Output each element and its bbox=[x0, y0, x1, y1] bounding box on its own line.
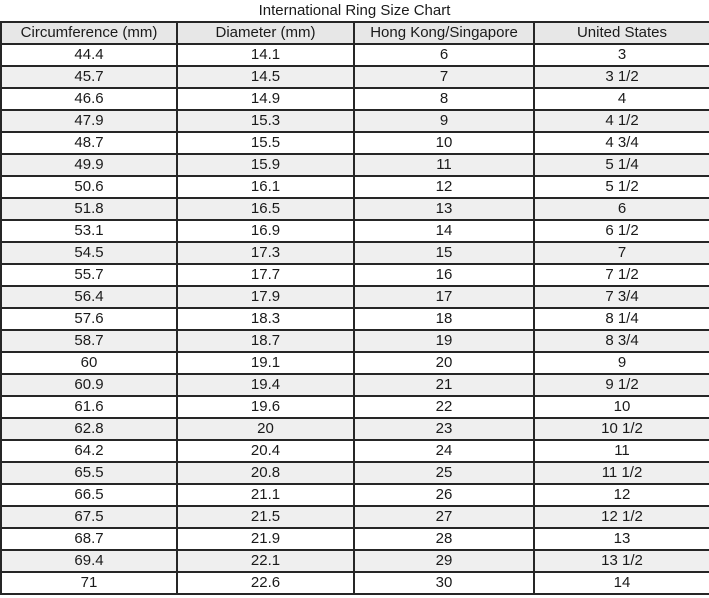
table-cell: 18.3 bbox=[177, 308, 354, 330]
table-cell: 15.3 bbox=[177, 110, 354, 132]
table-cell: 54.5 bbox=[1, 242, 177, 264]
table-cell: 13 bbox=[534, 528, 709, 550]
table-cell: 18.7 bbox=[177, 330, 354, 352]
table-cell: 61.6 bbox=[1, 396, 177, 418]
table-cell: 21 bbox=[354, 374, 534, 396]
table-cell: 7 1/2 bbox=[534, 264, 709, 286]
table-cell: 11 bbox=[534, 440, 709, 462]
table-cell: 50.6 bbox=[1, 176, 177, 198]
table-cell: 57.6 bbox=[1, 308, 177, 330]
table-cell: 16.5 bbox=[177, 198, 354, 220]
table-cell: 19 bbox=[354, 330, 534, 352]
table-row bbox=[1, 374, 709, 396]
table-row bbox=[1, 154, 709, 176]
table-cell: 62.8 bbox=[1, 418, 177, 440]
column-header-3: Hong Kong/Singapore bbox=[354, 22, 534, 44]
table-cell: 17.3 bbox=[177, 242, 354, 264]
table-cell: 4 3/4 bbox=[534, 132, 709, 154]
table-cell: 8 bbox=[354, 88, 534, 110]
column-header-4: United States bbox=[534, 22, 709, 44]
table-cell: 12 bbox=[534, 484, 709, 506]
table-cell: 17.7 bbox=[177, 264, 354, 286]
table-cell: 46.6 bbox=[1, 88, 177, 110]
table-cell: 29 bbox=[354, 550, 534, 572]
table-cell: 22 bbox=[354, 396, 534, 418]
table-cell: 22.1 bbox=[177, 550, 354, 572]
table-cell: 6 bbox=[354, 44, 534, 66]
column-header-1: Circumference (mm) bbox=[1, 22, 177, 44]
table-cell: 65.5 bbox=[1, 462, 177, 484]
table-cell: 68.7 bbox=[1, 528, 177, 550]
table-cell: 53.1 bbox=[1, 220, 177, 242]
table-header bbox=[1, 22, 709, 44]
table-cell: 7 3/4 bbox=[534, 286, 709, 308]
table-cell: 23 bbox=[354, 418, 534, 440]
table-row bbox=[1, 396, 709, 418]
table-cell: 6 1/2 bbox=[534, 220, 709, 242]
table-cell: 21.9 bbox=[177, 528, 354, 550]
table-cell: 48.7 bbox=[1, 132, 177, 154]
table-cell: 51.8 bbox=[1, 198, 177, 220]
table-cell: 4 bbox=[534, 88, 709, 110]
table-cell: 11 bbox=[354, 154, 534, 176]
table-cell: 9 bbox=[534, 352, 709, 374]
table-cell: 44.4 bbox=[1, 44, 177, 66]
table-cell: 69.4 bbox=[1, 550, 177, 572]
table-cell: 4 1/2 bbox=[534, 110, 709, 132]
table-cell: 58.7 bbox=[1, 330, 177, 352]
table-cell: 15 bbox=[354, 242, 534, 264]
table-cell: 17 bbox=[354, 286, 534, 308]
table-body bbox=[1, 44, 709, 594]
table-cell: 26 bbox=[354, 484, 534, 506]
table-cell: 12 1/2 bbox=[534, 506, 709, 528]
table-row bbox=[1, 418, 709, 440]
table-cell: 14.5 bbox=[177, 66, 354, 88]
table-row bbox=[1, 506, 709, 528]
table-cell: 22.6 bbox=[177, 572, 354, 594]
table-cell: 45.7 bbox=[1, 66, 177, 88]
table-row bbox=[1, 88, 709, 110]
table-cell: 56.4 bbox=[1, 286, 177, 308]
table-cell: 16.9 bbox=[177, 220, 354, 242]
table-cell: 5 1/4 bbox=[534, 154, 709, 176]
page-title: International Ring Size Chart bbox=[258, 2, 451, 19]
table-row bbox=[1, 528, 709, 550]
table-row bbox=[1, 44, 709, 66]
column-header-2: Diameter (mm) bbox=[177, 22, 354, 44]
table-cell: 12 bbox=[354, 176, 534, 198]
table-cell: 28 bbox=[354, 528, 534, 550]
table-cell: 14.1 bbox=[177, 44, 354, 66]
table-cell: 19.1 bbox=[177, 352, 354, 374]
table-cell: 55.7 bbox=[1, 264, 177, 286]
table-cell: 13 1/2 bbox=[534, 550, 709, 572]
table-cell: 7 bbox=[534, 242, 709, 264]
table-cell: 20.8 bbox=[177, 462, 354, 484]
table-row bbox=[1, 462, 709, 484]
table-cell: 9 bbox=[354, 110, 534, 132]
table-cell: 10 1/2 bbox=[534, 418, 709, 440]
table-row bbox=[1, 572, 709, 594]
table-cell: 20.4 bbox=[177, 440, 354, 462]
table-cell: 6 bbox=[534, 198, 709, 220]
table-cell: 71 bbox=[1, 572, 177, 594]
table-cell: 14.9 bbox=[177, 88, 354, 110]
table-cell: 16.1 bbox=[177, 176, 354, 198]
table-cell: 7 bbox=[354, 66, 534, 88]
table-row bbox=[1, 352, 709, 374]
table-cell: 60 bbox=[1, 352, 177, 374]
table-cell: 47.9 bbox=[1, 110, 177, 132]
table-cell: 19.4 bbox=[177, 374, 354, 396]
header-row bbox=[1, 22, 709, 44]
table-row bbox=[1, 330, 709, 352]
table-cell: 15.9 bbox=[177, 154, 354, 176]
table-cell: 30 bbox=[354, 572, 534, 594]
table-row bbox=[1, 66, 709, 88]
table-cell: 13 bbox=[354, 198, 534, 220]
table-cell: 64.2 bbox=[1, 440, 177, 462]
table-cell: 18 bbox=[354, 308, 534, 330]
table-cell: 8 3/4 bbox=[534, 330, 709, 352]
table-cell: 20 bbox=[354, 352, 534, 374]
table-cell: 24 bbox=[354, 440, 534, 462]
table-cell: 9 1/2 bbox=[534, 374, 709, 396]
table-cell: 19.6 bbox=[177, 396, 354, 418]
table-cell: 49.9 bbox=[1, 154, 177, 176]
table-row bbox=[1, 440, 709, 462]
table-cell: 21.1 bbox=[177, 484, 354, 506]
table-cell: 21.5 bbox=[177, 506, 354, 528]
table-row bbox=[1, 132, 709, 154]
table-cell: 27 bbox=[354, 506, 534, 528]
table-cell: 16 bbox=[354, 264, 534, 286]
table-cell: 67.5 bbox=[1, 506, 177, 528]
table-cell: 5 1/2 bbox=[534, 176, 709, 198]
table-cell: 20 bbox=[177, 418, 354, 440]
table-cell: 8 1/4 bbox=[534, 308, 709, 330]
table-cell: 3 1/2 bbox=[534, 66, 709, 88]
table-row bbox=[1, 308, 709, 330]
table-cell: 17.9 bbox=[177, 286, 354, 308]
table-cell: 60.9 bbox=[1, 374, 177, 396]
table-cell: 10 bbox=[354, 132, 534, 154]
table-cell: 11 1/2 bbox=[534, 462, 709, 484]
table-row bbox=[1, 242, 709, 264]
table-row bbox=[1, 286, 709, 308]
ring-size-table bbox=[0, 21, 709, 595]
table-cell: 25 bbox=[354, 462, 534, 484]
table-row bbox=[1, 198, 709, 220]
table-row bbox=[1, 176, 709, 198]
table-cell: 3 bbox=[534, 44, 709, 66]
table-row bbox=[1, 264, 709, 286]
table-cell: 14 bbox=[534, 572, 709, 594]
table-row bbox=[1, 484, 709, 506]
table-cell: 66.5 bbox=[1, 484, 177, 506]
table-row bbox=[1, 110, 709, 132]
table-cell: 10 bbox=[534, 396, 709, 418]
table-cell: 15.5 bbox=[177, 132, 354, 154]
table-row bbox=[1, 550, 709, 572]
table-cell: 14 bbox=[354, 220, 534, 242]
table-row bbox=[1, 220, 709, 242]
